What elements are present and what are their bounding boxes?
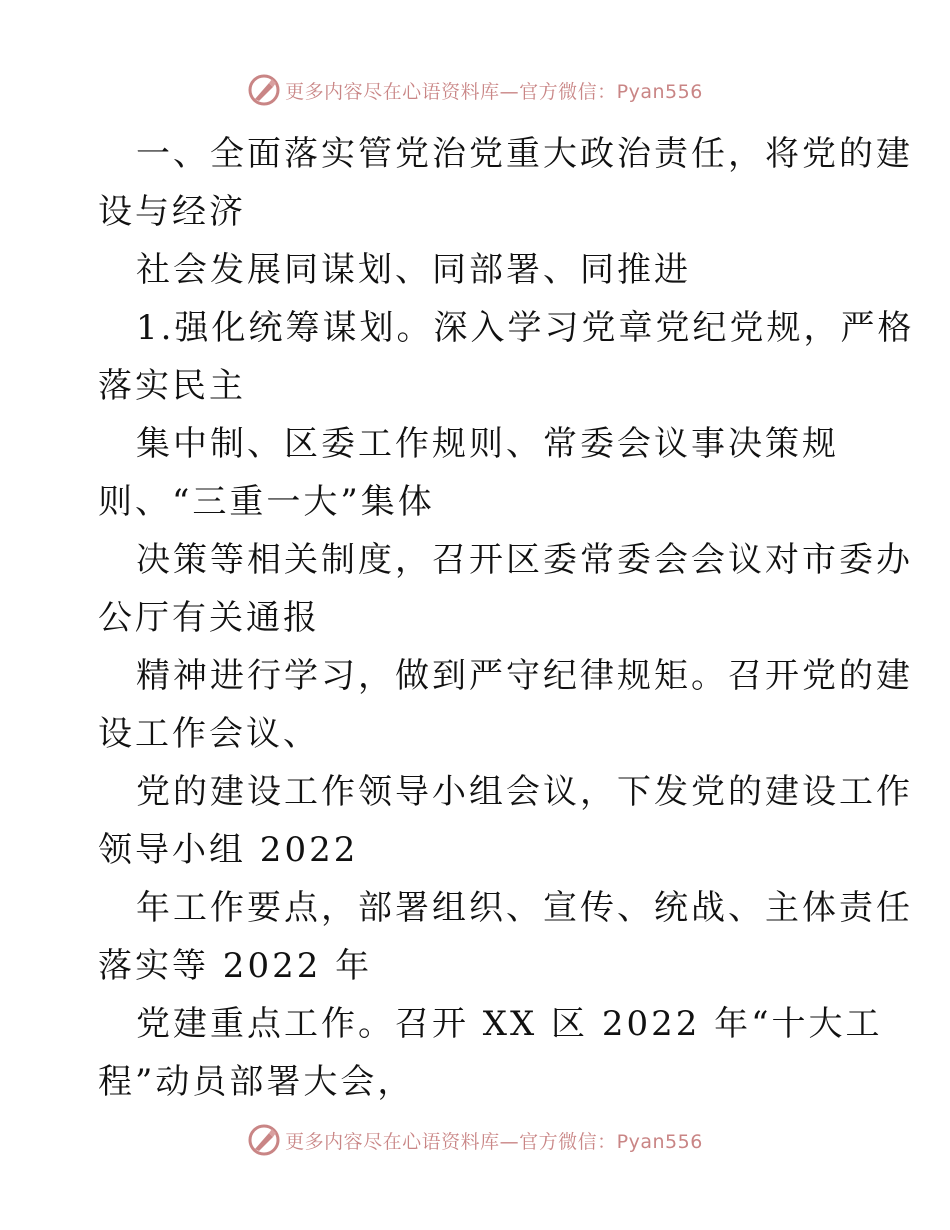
text-line: 设与经济 — [98, 192, 246, 232]
text-line: 1.强化统筹谋划。深入学习党章党纪党规，严格 — [136, 308, 915, 348]
text-line: 集中制、区委工作规则、常委会议事决策规 — [136, 424, 839, 464]
text-line: 公厅有关通报 — [98, 598, 320, 638]
text-line: 则、“三重一大”集体 — [98, 482, 435, 522]
text-line: 落实等 2022 年 — [98, 946, 373, 986]
text-line: 年工作要点，部署组织、宣传、统战、主体责任 — [136, 888, 913, 928]
text-line: 落实民主 — [98, 366, 246, 406]
text-line: 精神进行学习，做到严守纪律规矩。召开党的建 — [136, 656, 913, 696]
text-line: 决策等相关制度，召开区委常委会会议对市委办 — [136, 540, 913, 580]
watermark-text: 更多内容尽在心语资料库—官方微信：Pyan556 — [285, 1130, 703, 1153]
text-line: 社会发展同谋划、同部署、同推进 — [136, 250, 691, 290]
text-line: 党建重点工作。召开 XX 区 2022 年“十大工 — [136, 1004, 883, 1044]
text-line: 一、全面落实管党治党重大政治责任，将党的建 — [136, 134, 913, 174]
text-line: 程”动员部署大会， — [98, 1062, 415, 1102]
text-line: 设工作会议、 — [98, 714, 320, 754]
pen-logo-icon — [247, 1123, 281, 1157]
pen-logo-icon — [247, 73, 281, 107]
text-line: 党的建设工作领导小组会议，下发党的建设工作 — [136, 772, 913, 812]
watermark-text: 更多内容尽在心语资料库—官方微信：Pyan556 — [285, 80, 703, 103]
document-body — [98, 125, 915, 1111]
text-line: 领导小组 2022 — [98, 830, 359, 870]
footer-watermark — [0, 1120, 950, 1160]
header-watermark — [0, 70, 950, 110]
